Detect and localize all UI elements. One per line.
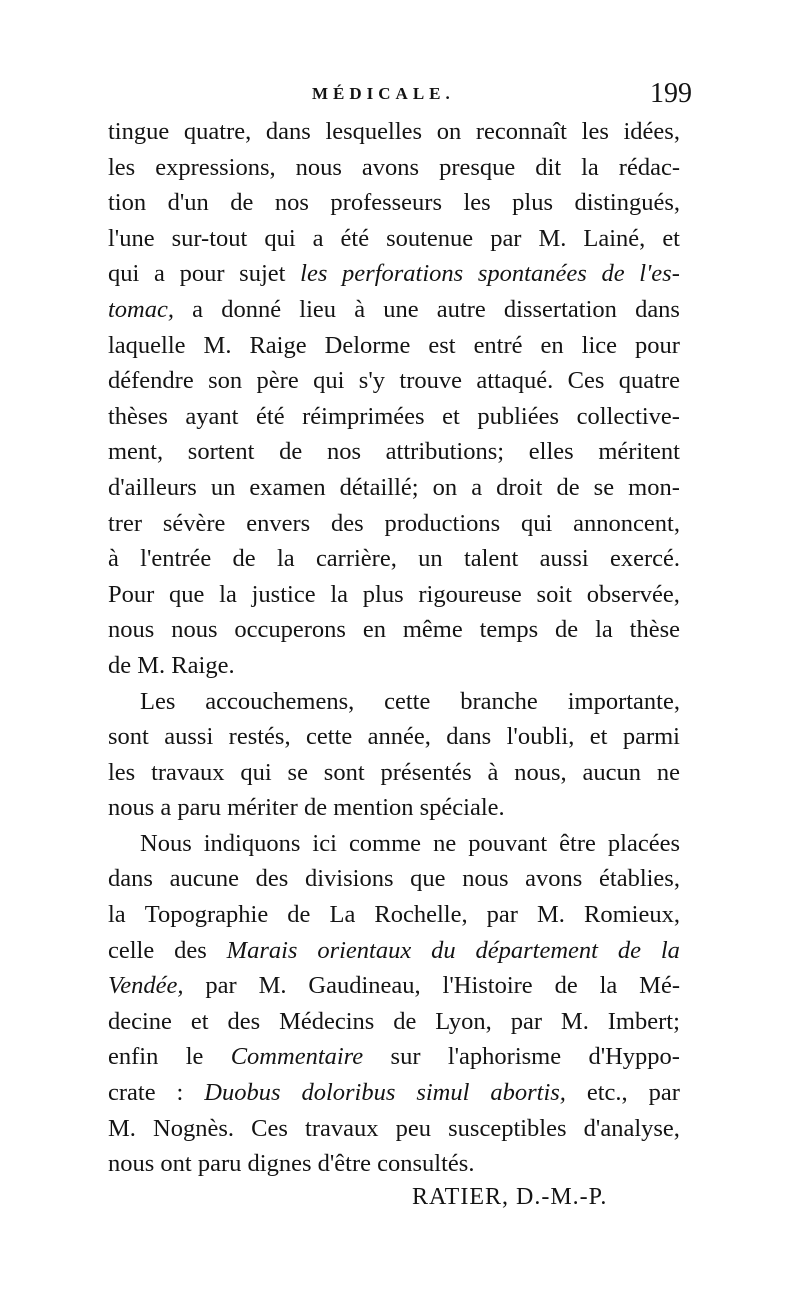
word: justice: [251, 580, 316, 608]
word: celle: [108, 936, 155, 964]
word: que: [410, 865, 446, 893]
word: a: [160, 794, 172, 822]
word: de: [393, 1007, 417, 1035]
word: et: [442, 402, 460, 430]
word: les: [300, 260, 328, 288]
word: s'y: [358, 367, 385, 395]
word: indiquons: [203, 829, 301, 857]
word: la: [581, 153, 599, 181]
text-line: [108, 506, 680, 542]
text-line: [108, 114, 680, 150]
word: de: [617, 936, 641, 964]
word: plus: [512, 189, 554, 217]
word: donné: [221, 295, 282, 323]
word: comme: [348, 829, 422, 857]
word: les: [463, 189, 491, 217]
word: sujet: [239, 260, 286, 288]
text-line: [108, 897, 680, 933]
word: occuperons: [234, 616, 346, 644]
word: d'ailleurs: [108, 473, 197, 501]
word: Imbert;: [607, 1007, 680, 1035]
word: l'Histoire: [442, 972, 533, 1000]
word: une: [383, 295, 419, 323]
word: de: [108, 651, 132, 679]
word: examen: [249, 473, 326, 501]
word: du: [431, 936, 456, 964]
word: divisions: [304, 865, 394, 893]
word: Pour: [108, 580, 155, 608]
text-line: [108, 755, 680, 791]
word: cette: [384, 687, 431, 715]
word: spontanées: [477, 260, 587, 288]
paragraph: [108, 684, 680, 826]
word: placées: [607, 829, 680, 857]
word: droit: [496, 473, 543, 501]
word: Médecins: [279, 1007, 375, 1035]
word: aucun: [582, 758, 641, 786]
word: Lyon,: [435, 1007, 492, 1035]
text-line: [108, 933, 680, 969]
word: Marais: [226, 936, 298, 964]
word: d'être: [317, 1150, 372, 1178]
paragraph: [108, 114, 680, 684]
word: carrière,: [315, 545, 397, 573]
text-line: [108, 1039, 680, 1075]
word: thèse: [629, 616, 680, 644]
word: d'analyse,: [583, 1114, 680, 1142]
word: etc.,: [586, 1079, 628, 1107]
word: dans: [446, 723, 492, 751]
text-line: [108, 861, 680, 897]
word: abortis,: [490, 1079, 566, 1107]
word: spéciale.: [419, 794, 505, 822]
word: de: [230, 189, 254, 217]
text-line: [108, 719, 680, 755]
text-line: [108, 826, 680, 862]
word: sur-tout: [171, 224, 248, 252]
word: aussi: [164, 723, 214, 751]
word: soit: [536, 580, 572, 608]
word: exercé.: [609, 545, 680, 573]
author-signature: RATIER, D.-M.-P.: [412, 1183, 608, 1210]
word: à: [487, 758, 499, 786]
word: observée,: [586, 580, 680, 608]
word: nous: [108, 616, 155, 644]
word: des: [255, 865, 289, 893]
word: Duobus: [204, 1079, 281, 1107]
word: Raige: [249, 331, 307, 359]
text-line: [108, 790, 680, 826]
text-line: [108, 1146, 680, 1182]
text-line: [108, 470, 680, 506]
text-line: [108, 292, 680, 328]
word: on: [432, 473, 458, 501]
word: ayant: [185, 402, 239, 430]
word: trouve: [399, 367, 462, 395]
word: soutenue: [386, 224, 474, 252]
word: sur: [390, 1043, 421, 1071]
word: les: [108, 153, 136, 181]
word: dans: [108, 865, 153, 893]
word: l'entrée: [140, 545, 212, 573]
word: est: [428, 331, 456, 359]
word: expressions,: [155, 153, 276, 181]
text-line: [108, 648, 680, 684]
word: plus: [362, 580, 404, 608]
word: par: [510, 1007, 542, 1035]
word: pouvant: [468, 829, 548, 857]
word: sortent: [187, 438, 255, 466]
word: annoncent,: [573, 509, 680, 537]
word: Nous: [140, 829, 192, 857]
word: thèses: [108, 402, 168, 430]
word: nous: [295, 153, 342, 181]
word: nous: [171, 616, 218, 644]
word: des: [331, 509, 364, 537]
word: ici: [312, 829, 337, 857]
word: M.: [203, 331, 232, 359]
word: département: [475, 936, 598, 964]
word: de: [232, 545, 256, 573]
word: être: [559, 829, 596, 857]
word: à: [354, 295, 366, 323]
word: crate: [108, 1079, 156, 1107]
word: a: [312, 224, 324, 252]
word: La: [329, 901, 356, 929]
word: ment,: [108, 438, 164, 466]
word: distingués,: [574, 189, 680, 217]
word: Commentaire: [230, 1043, 364, 1071]
word: qui: [264, 224, 296, 252]
word: par: [490, 224, 522, 252]
word: pour: [635, 331, 680, 359]
word: autre: [436, 295, 486, 323]
word: attaqué.: [476, 367, 554, 395]
word: même: [402, 616, 463, 644]
word: par: [648, 1079, 680, 1107]
running-title: MÉDICALE.: [312, 84, 455, 103]
word: orientaux: [317, 936, 412, 964]
word: qui: [313, 367, 345, 395]
word: Ces: [251, 1114, 288, 1142]
word: M.: [258, 972, 287, 1000]
text-line: [108, 256, 680, 292]
word: dissertation: [503, 295, 617, 323]
word: reconnaît: [475, 118, 567, 145]
word: rédac-: [618, 153, 680, 181]
word: qui: [240, 758, 272, 786]
word: :: [176, 1079, 184, 1107]
text-line: [108, 577, 680, 613]
word: idées,: [623, 118, 680, 145]
word: enfin: [108, 1043, 159, 1071]
word: sévère: [162, 509, 226, 537]
word: M.: [538, 224, 567, 252]
word: en: [362, 616, 386, 644]
word: de: [555, 616, 579, 644]
word: avons: [361, 153, 420, 181]
word: M.: [137, 651, 166, 679]
word: année,: [367, 723, 431, 751]
word: elles: [528, 438, 574, 466]
word: et: [589, 723, 608, 751]
word: envers: [246, 509, 311, 537]
text-line: [108, 221, 680, 257]
word: susceptibles: [448, 1114, 567, 1142]
word: quatre,: [183, 118, 252, 145]
text-line: [108, 399, 680, 435]
word: avons: [525, 865, 583, 893]
word: la: [276, 545, 295, 573]
word: détaillé;: [339, 473, 419, 501]
text-line: [108, 1075, 680, 1111]
word: aussi: [539, 545, 589, 573]
word: sont: [323, 758, 365, 786]
word: dit: [535, 153, 562, 181]
word: mon-: [628, 473, 680, 501]
word: Les: [140, 687, 176, 715]
word: mention: [333, 794, 414, 822]
word: lieu: [299, 295, 337, 323]
word: dans: [635, 295, 680, 323]
word: la: [330, 580, 349, 608]
word: quatre: [618, 367, 680, 395]
word: les: [581, 118, 609, 145]
word: la: [219, 580, 237, 608]
word: le: [185, 1043, 204, 1071]
word: père: [256, 367, 299, 395]
word: branche: [460, 687, 538, 715]
word: doloribus: [301, 1079, 396, 1107]
word: de: [556, 473, 580, 501]
word: des: [227, 1007, 261, 1035]
word: un: [418, 545, 443, 573]
word: peu: [395, 1114, 431, 1142]
word: à: [108, 545, 119, 573]
word: nos: [326, 438, 361, 466]
word: l'oubli,: [506, 723, 575, 751]
word: trer: [108, 509, 142, 537]
running-head: [108, 78, 692, 114]
text-line: [108, 185, 680, 221]
word: ne: [656, 758, 680, 786]
word: Rochelle,: [374, 901, 468, 929]
word: ont: [160, 1150, 192, 1178]
word: l'es-: [639, 260, 680, 288]
word: talent: [463, 545, 519, 573]
word: nous: [108, 794, 155, 822]
word: de: [279, 438, 303, 466]
word: dignes: [247, 1150, 312, 1178]
word: paru: [177, 794, 221, 822]
word: et: [190, 1007, 209, 1035]
word: se: [593, 473, 615, 501]
word: productions: [384, 509, 501, 537]
word: lice: [581, 331, 618, 359]
word: Mé-: [639, 972, 680, 1000]
word: restés,: [228, 723, 291, 751]
word: par: [205, 972, 237, 1000]
word: mériter: [227, 794, 298, 822]
signature-line: [108, 1182, 680, 1222]
text-line: [108, 150, 680, 186]
word: decine: [108, 1007, 172, 1035]
word: Lainé,: [583, 224, 646, 252]
word: M.: [537, 901, 565, 929]
text-line: [108, 541, 680, 577]
word: établies,: [599, 865, 680, 893]
word: accouchemens,: [205, 687, 355, 715]
word: nos: [274, 189, 309, 217]
word: aucune: [169, 865, 239, 893]
word: tion: [108, 189, 147, 217]
word: que: [169, 580, 205, 608]
word: la: [660, 936, 680, 964]
word: parmi: [622, 723, 680, 751]
word: défendre: [108, 367, 194, 395]
word: la: [108, 901, 126, 929]
word: d'un: [167, 189, 209, 217]
word: nous: [108, 1150, 155, 1178]
text-line: [108, 434, 680, 470]
text-line: [108, 684, 680, 720]
word: réimprimées: [302, 402, 425, 430]
word: l'une: [108, 224, 155, 252]
word: qui: [521, 509, 553, 537]
word: travaux: [151, 758, 225, 786]
word: par: [486, 901, 518, 929]
word: lesquelles: [325, 118, 423, 145]
word: M.: [560, 1007, 589, 1035]
text-line: [108, 1004, 680, 1040]
word: presque: [439, 153, 516, 181]
word: a: [192, 295, 204, 323]
text-line: [108, 968, 680, 1004]
word: Nognès.: [153, 1114, 235, 1142]
word: laquelle: [108, 331, 186, 359]
word: d'Hyppo-: [588, 1043, 680, 1071]
word: dans: [265, 118, 311, 145]
word: présentés: [380, 758, 472, 786]
word: été: [340, 224, 370, 252]
word: se: [287, 758, 308, 786]
text-line: [108, 363, 680, 399]
word: attributions;: [385, 438, 505, 466]
word: et: [662, 224, 680, 252]
word: Ces: [567, 367, 605, 395]
word: consultés.: [377, 1150, 475, 1178]
word: cette: [305, 723, 353, 751]
word: l'aphorisme: [447, 1043, 562, 1071]
word: nous: [462, 865, 509, 893]
body-text: [108, 114, 680, 1182]
word: pour: [179, 260, 225, 288]
word: a: [471, 473, 483, 501]
word: entré: [473, 331, 523, 359]
word: tomac,: [108, 295, 174, 323]
word: des: [174, 936, 207, 964]
word: tingue: [108, 118, 170, 145]
word: Vendée,: [108, 972, 184, 1000]
word: de: [601, 260, 625, 288]
word: nous,: [514, 758, 567, 786]
word: été: [256, 402, 285, 430]
word: professeurs: [330, 189, 442, 217]
word: un: [210, 473, 236, 501]
word: sont: [108, 723, 149, 751]
word: on: [436, 118, 462, 145]
word: de: [554, 972, 578, 1000]
word: Topographie: [144, 901, 269, 929]
word: de: [287, 901, 311, 929]
paragraph: [108, 826, 680, 1182]
word: méritent: [598, 438, 680, 466]
word: temps: [479, 616, 539, 644]
word: la: [599, 972, 618, 1000]
word: la: [595, 616, 613, 644]
text-line: [108, 328, 680, 364]
page-number: 199: [650, 78, 692, 109]
text-line: [108, 1111, 680, 1147]
word: travaux: [305, 1114, 379, 1142]
word: Raige.: [171, 651, 235, 679]
word: qui: [108, 260, 140, 288]
word: de: [303, 794, 328, 822]
word: ne: [433, 829, 457, 857]
word: publiées: [477, 402, 560, 430]
word: collective-: [576, 402, 680, 430]
word: perforations: [342, 260, 464, 288]
book-page: [108, 78, 692, 1222]
word: rigoureuse: [418, 580, 522, 608]
word: Romieux,: [584, 901, 680, 929]
word: les: [108, 758, 136, 786]
word: paru: [197, 1150, 242, 1178]
text-line: [108, 612, 680, 648]
word: son: [208, 367, 243, 395]
word: Gaudineau,: [308, 972, 421, 1000]
word: a: [154, 260, 165, 288]
word: Delorme: [324, 331, 411, 359]
word: importante,: [567, 687, 680, 715]
word: en: [540, 331, 564, 359]
word: simul: [416, 1079, 470, 1107]
word: M.: [108, 1114, 136, 1142]
